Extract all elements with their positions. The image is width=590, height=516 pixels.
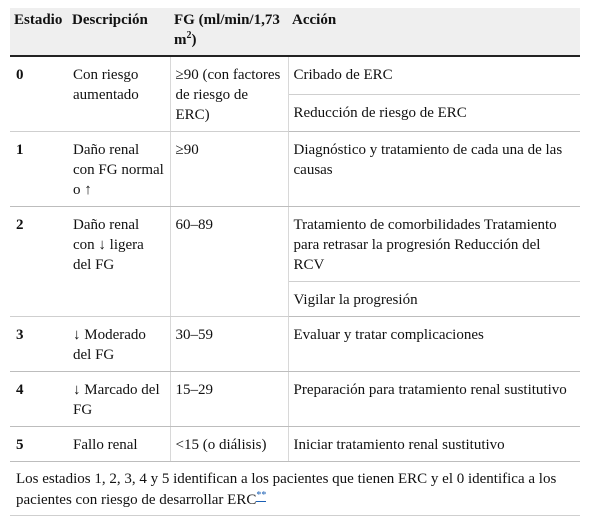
header-fg-superscript: 2: [186, 30, 192, 41]
header-fg-text: FG (ml/min/1,73 m: [174, 12, 280, 48]
table-row: [10, 56, 580, 94]
header-estadio: Estadio: [10, 8, 68, 56]
header-descripcion: Descripción: [68, 8, 170, 56]
cell-descripcion: Daño renal con ↓ ligera del FG: [68, 207, 170, 317]
table-row: [10, 372, 580, 427]
cell-estadio: 5: [10, 427, 68, 462]
footnote-reference-link[interactable]: **: [256, 490, 267, 501]
cell-accion: Tratamiento de comorbilidades Tratamiento para retrasar la progresión Reducción del RCV: [288, 207, 580, 282]
cell-estadio: 1: [10, 132, 68, 207]
footnote-text: Los estadios 1, 2, 3, 4 y 5 identifican a los pacientes que tienen ERC y el 0 identifica a los pacientes con riesgo de desarrollar ERC: [16, 471, 557, 508]
cell-estadio: 3: [10, 317, 68, 372]
erc-stages-table: [10, 8, 580, 516]
cell-fg: 30–59: [170, 317, 288, 372]
header-accion: Acción: [288, 8, 580, 56]
cell-accion: Iniciar tratamiento renal sustitutivo: [288, 427, 580, 462]
cell-accion: Diagnóstico y tratamiento de cada una de las causas: [288, 132, 580, 207]
table-row: [10, 427, 580, 462]
header-fg: [170, 8, 288, 56]
cell-accion: Evaluar y tratar complicaciones: [288, 317, 580, 372]
cell-fg: <15 (o diálisis): [170, 427, 288, 462]
cell-descripcion: Daño renal con FG normal o ↑: [68, 132, 170, 207]
cell-fg: 60–89: [170, 207, 288, 317]
cell-descripcion: ↓ Marcado del FG: [68, 372, 170, 427]
cell-accion: Cribado de ERC: [288, 56, 580, 94]
cell-estadio: 2: [10, 207, 68, 317]
cell-estadio: 4: [10, 372, 68, 427]
table-row: [10, 317, 580, 372]
cell-descripcion: ↓ Moderado del FG: [68, 317, 170, 372]
cell-fg: 15–29: [170, 372, 288, 427]
cell-fg: ≥90 (con factores de riesgo de ERC): [170, 56, 288, 132]
cell-descripcion: Fallo renal: [68, 427, 170, 462]
header-fg-close: ): [191, 32, 197, 48]
table-row: [10, 207, 580, 282]
table-row: [10, 132, 580, 207]
cell-accion: Reducción de riesgo de ERC: [288, 94, 580, 131]
cell-estadio: 0: [10, 56, 68, 132]
cell-fg: ≥90: [170, 132, 288, 207]
cell-accion: Vigilar la progresión: [288, 282, 580, 317]
table-header-row: [10, 8, 580, 56]
cell-descripcion: Con riesgo aumentado: [68, 56, 170, 132]
cell-accion: Preparación para tratamiento renal sustitutivo: [288, 372, 580, 427]
